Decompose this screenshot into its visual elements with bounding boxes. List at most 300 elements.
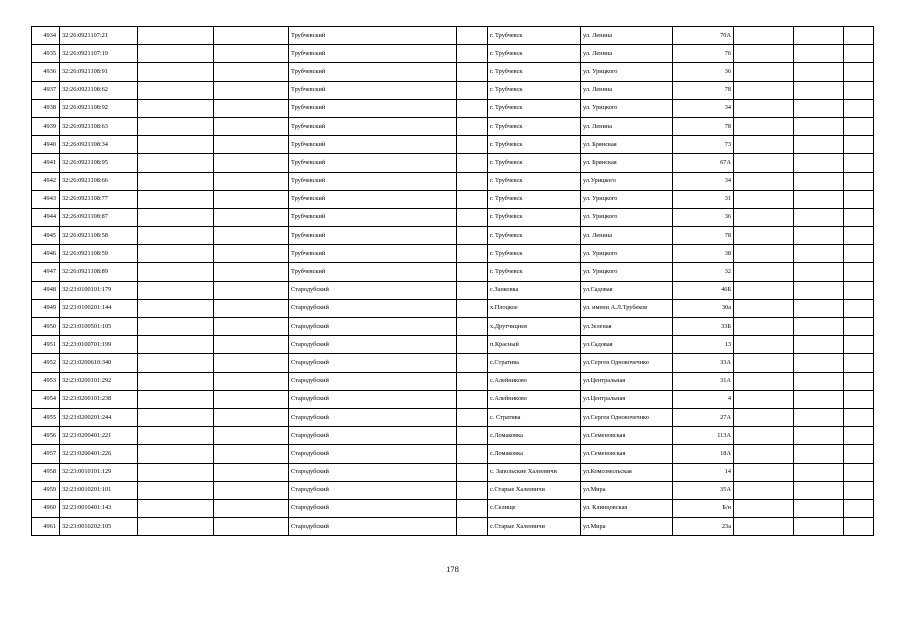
empty-cell-cell [457,408,488,426]
empty-cell-cell [214,281,289,299]
empty-cell-cell [138,81,214,99]
row-number-cell: 4952 [32,354,60,372]
row-number-cell: 4955 [32,408,60,426]
table-row [32,227,874,245]
district-cell: Стародубский [289,281,457,299]
row-number-cell: 4940 [32,136,60,154]
district-cell: Трубчевский [289,136,457,154]
empty-cell-cell [214,427,289,445]
empty-cell-cell [794,390,844,408]
empty-cell [844,245,874,263]
empty-cell-cell [794,99,844,117]
empty-cell-cell [138,99,214,117]
cadastral-number-cell: 32:26:0921108:59 [60,245,138,263]
house-number-cell: 30а [673,299,734,317]
empty-cell-cell [457,336,488,354]
table-row [32,154,874,172]
empty-cell-cell [734,136,794,154]
locality-cell: г. Трубчевск [488,45,581,63]
empty-cell-cell [734,372,794,390]
district-cell: Стародубский [289,427,457,445]
locality-cell: г. Трубчевск [488,263,581,281]
table-row [32,117,874,135]
empty-cell-cell [214,245,289,263]
empty-cell-cell [138,227,214,245]
row-number-cell: 4954 [32,390,60,408]
empty-cell-cell [138,263,214,281]
empty-cell-cell [734,354,794,372]
cadastral-number-cell: 32:26:0921107:19 [60,45,138,63]
empty-cell-cell [457,445,488,463]
empty-cell-cell [214,499,289,517]
empty-cell-cell [138,63,214,81]
table-row [32,245,874,263]
empty-cell-cell [214,354,289,372]
empty-cell-cell [794,299,844,317]
street-cell: ул.Сергея Одновочечнко [581,354,673,372]
cadastral-number-cell: 32:23:0100701:199 [60,336,138,354]
empty-cell-cell [138,172,214,190]
table-row [32,45,874,63]
locality-cell: с.Стратива [488,354,581,372]
house-number-cell: 70А [673,27,734,45]
locality-cell: г. Трубчевск [488,172,581,190]
house-number-cell: 13 [673,336,734,354]
empty-cell-cell [214,136,289,154]
empty-cell [844,117,874,135]
empty-cell-cell [794,499,844,517]
locality-cell: с.Старые Халеевичи [488,481,581,499]
house-number-cell: 27А [673,408,734,426]
empty-cell-cell [214,445,289,463]
house-number-cell: 31 [673,190,734,208]
street-cell: ул.Центральная [581,390,673,408]
empty-cell [844,263,874,281]
district-cell: Стародубский [289,481,457,499]
row-number-cell: 4949 [32,299,60,317]
house-number-cell: 18А [673,445,734,463]
empty-cell-cell [794,117,844,135]
house-number-cell: 32 [673,263,734,281]
empty-cell-cell [734,63,794,81]
table-row [32,27,874,45]
locality-cell: с.Алейниково [488,372,581,390]
empty-cell-cell [138,208,214,226]
page-number: 178 [446,564,459,574]
empty-cell-cell [734,318,794,336]
table-row [32,63,874,81]
district-cell: Стародубский [289,318,457,336]
house-number-cell: 46Б [673,281,734,299]
row-number-cell: 4958 [32,463,60,481]
street-cell: ул. Ленина [581,27,673,45]
district-cell: Трубчевский [289,190,457,208]
row-number-cell: 4936 [32,63,60,81]
house-number-cell: 78 [673,117,734,135]
empty-cell-cell [734,518,794,536]
empty-cell-cell [138,499,214,517]
street-cell: ул.Семеновская [581,445,673,463]
empty-cell-cell [734,27,794,45]
cadastral-number-cell: 32:23:0200610:340 [60,354,138,372]
locality-cell: с.Ломаковка [488,445,581,463]
row-number-cell: 4956 [32,427,60,445]
locality-cell: с.Селище [488,499,581,517]
empty-cell-cell [734,245,794,263]
cadastral-number-cell: 32:23:0010201:101 [60,481,138,499]
street-cell: ул. Брянская [581,136,673,154]
street-cell: ул.Мира [581,518,673,536]
street-cell: ул.Урицкого [581,172,673,190]
empty-cell-cell [138,390,214,408]
row-number-cell: 4941 [32,154,60,172]
district-cell: Трубчевский [289,27,457,45]
cadastral-number-cell: 32:23:0100101:179 [60,281,138,299]
empty-cell-cell [138,354,214,372]
empty-cell [844,318,874,336]
district-cell: Стародубский [289,463,457,481]
street-cell: ул.Садовая [581,336,673,354]
house-number-cell: 73 [673,136,734,154]
empty-cell-cell [794,245,844,263]
empty-cell-cell [214,463,289,481]
empty-cell-cell [794,481,844,499]
empty-cell-cell [457,354,488,372]
empty-cell-cell [734,299,794,317]
table-row [32,518,874,536]
street-cell: ул. Урицкого [581,245,673,263]
empty-cell-cell [734,390,794,408]
empty-cell-cell [138,27,214,45]
street-cell: ул. Урицкого [581,99,673,117]
empty-cell-cell [794,227,844,245]
empty-cell-cell [734,499,794,517]
empty-cell-cell [457,99,488,117]
house-number-cell: 33Б [673,318,734,336]
house-number-cell: 35А [673,481,734,499]
empty-cell-cell [457,208,488,226]
empty-cell-cell [138,318,214,336]
cadastral-number-cell: 32:26:0921108:89 [60,263,138,281]
row-number-cell: 4961 [32,518,60,536]
empty-cell-cell [794,172,844,190]
street-cell: ул.Семеновская [581,427,673,445]
empty-cell-cell [794,190,844,208]
row-number-cell: 4957 [32,445,60,463]
registry-table [31,26,874,536]
empty-cell-cell [138,117,214,135]
cadastral-number-cell: 32:23:0010101:129 [60,463,138,481]
empty-cell-cell [214,481,289,499]
street-cell: ул.Зеленая [581,318,673,336]
empty-cell-cell [794,136,844,154]
empty-cell-cell [457,427,488,445]
empty-cell-cell [794,518,844,536]
empty-cell-cell [794,427,844,445]
cadastral-number-cell: 32:26:0921107:21 [60,27,138,45]
street-cell: ул.Центральная [581,372,673,390]
house-number-cell: 78 [673,81,734,99]
cadastral-number-cell: 32:26:0921108:34 [60,136,138,154]
empty-cell-cell [138,245,214,263]
empty-cell-cell [214,99,289,117]
empty-cell-cell [457,390,488,408]
empty-cell-cell [138,408,214,426]
empty-cell-cell [794,354,844,372]
empty-cell-cell [138,481,214,499]
empty-cell-cell [794,372,844,390]
locality-cell: г. Трубчевск [488,208,581,226]
district-cell: Стародубский [289,299,457,317]
table-row [32,499,874,517]
house-number-cell: 34 [673,99,734,117]
street-cell: ул. Урицкого [581,263,673,281]
empty-cell [844,81,874,99]
empty-cell-cell [457,463,488,481]
cadastral-number-cell: 32:26:0921108:66 [60,172,138,190]
empty-cell [844,99,874,117]
cadastral-number-cell: 32:23:0200201:244 [60,408,138,426]
empty-cell-cell [457,245,488,263]
row-number-cell: 4948 [32,281,60,299]
street-cell: ул.Сергея Одновочечнко [581,408,673,426]
empty-cell-cell [734,190,794,208]
empty-cell-cell [734,427,794,445]
empty-cell-cell [457,81,488,99]
empty-cell-cell [214,172,289,190]
empty-cell-cell [794,81,844,99]
locality-cell: с. Стратива [488,408,581,426]
locality-cell: с.Алейниково [488,390,581,408]
empty-cell-cell [138,154,214,172]
empty-cell-cell [214,263,289,281]
empty-cell [844,45,874,63]
table-row [32,263,874,281]
district-cell: Стародубский [289,499,457,517]
empty-cell-cell [457,27,488,45]
district-cell: Трубчевский [289,227,457,245]
cadastral-number-cell: 32:26:0921108:77 [60,190,138,208]
cadastral-number-cell: 32:26:0921108:91 [60,63,138,81]
empty-cell-cell [138,299,214,317]
empty-cell-cell [794,408,844,426]
empty-cell-cell [734,117,794,135]
empty-cell-cell [457,117,488,135]
empty-cell [844,281,874,299]
street-cell: ул. Урицкого [581,208,673,226]
empty-cell-cell [457,136,488,154]
district-cell: Стародубский [289,372,457,390]
cadastral-number-cell: 32:23:0100201:144 [60,299,138,317]
cadastral-number-cell: 32:23:0200101:292 [60,372,138,390]
empty-cell [844,354,874,372]
empty-cell-cell [734,445,794,463]
street-cell: ул. имени А.Л.Трубеков [581,299,673,317]
empty-cell-cell [457,263,488,281]
empty-cell-cell [794,263,844,281]
empty-cell-cell [794,45,844,63]
row-number-cell: 4960 [32,499,60,517]
empty-cell-cell [214,390,289,408]
house-number-cell: 34 [673,172,734,190]
empty-cell-cell [457,190,488,208]
empty-cell-cell [734,463,794,481]
district-cell: Трубчевский [289,245,457,263]
locality-cell: г. Трубчевск [488,63,581,81]
district-cell: Трубчевский [289,154,457,172]
cadastral-number-cell: 32:26:0921108:63 [60,117,138,135]
row-number-cell: 4934 [32,27,60,45]
street-cell: ул.Мира [581,481,673,499]
house-number-cell: 23а [673,518,734,536]
table-row [32,281,874,299]
empty-cell-cell [794,318,844,336]
empty-cell-cell [214,372,289,390]
empty-cell-cell [457,281,488,299]
row-number-cell: 4951 [32,336,60,354]
empty-cell-cell [214,336,289,354]
empty-cell-cell [794,445,844,463]
locality-cell: х.Плоцкое [488,299,581,317]
locality-cell: х.Друтчицнея [488,318,581,336]
empty-cell [844,154,874,172]
district-cell: Стародубский [289,336,457,354]
district-cell: Трубчевский [289,63,457,81]
district-cell: Трубчевский [289,81,457,99]
table-row [32,354,874,372]
table-row [32,390,874,408]
empty-cell-cell [138,372,214,390]
empty-cell-cell [138,336,214,354]
empty-cell [844,208,874,226]
empty-cell-cell [214,45,289,63]
table-row [32,408,874,426]
district-cell: Трубчевский [289,208,457,226]
house-number-cell: Б/н [673,499,734,517]
empty-cell-cell [457,154,488,172]
row-number-cell: 4942 [32,172,60,190]
cadastral-number-cell: 32:23:0010401:143 [60,499,138,517]
locality-cell: г. Трубчевск [488,81,581,99]
cadastral-number-cell: 32:26:0921108:87 [60,208,138,226]
cadastral-number-cell: 32:26:0921108:58 [60,227,138,245]
table-row [32,208,874,226]
row-number-cell: 4953 [32,372,60,390]
row-number-cell: 4959 [32,481,60,499]
empty-cell-cell [734,263,794,281]
district-cell: Стародубский [289,445,457,463]
empty-cell-cell [214,299,289,317]
row-number-cell: 4939 [32,117,60,135]
cadastral-number-cell: 32:26:0921108:92 [60,99,138,117]
empty-cell-cell [214,81,289,99]
locality-cell: г. Трубчевск [488,117,581,135]
empty-cell-cell [214,190,289,208]
empty-cell [844,63,874,81]
empty-cell-cell [214,227,289,245]
cadastral-number-cell: 32:23:0200401:221 [60,427,138,445]
empty-cell [844,518,874,536]
empty-cell-cell [734,99,794,117]
empty-cell-cell [138,463,214,481]
empty-cell-cell [138,45,214,63]
table-row [32,445,874,463]
empty-cell-cell [138,281,214,299]
house-number-cell: 78 [673,227,734,245]
cadastral-number-cell: 32:23:0010202:105 [60,518,138,536]
empty-cell-cell [794,208,844,226]
empty-cell-cell [214,154,289,172]
row-number-cell: 4944 [32,208,60,226]
empty-cell-cell [734,281,794,299]
empty-cell-cell [214,408,289,426]
empty-cell-cell [457,318,488,336]
empty-cell-cell [457,518,488,536]
empty-cell-cell [214,208,289,226]
street-cell: ул. Брянская [581,154,673,172]
row-number-cell: 4946 [32,245,60,263]
row-number-cell: 4935 [32,45,60,63]
table-row [32,481,874,499]
empty-cell-cell [138,427,214,445]
house-number-cell: 76 [673,45,734,63]
empty-cell-cell [214,518,289,536]
row-number-cell: 4937 [32,81,60,99]
empty-cell-cell [794,63,844,81]
empty-cell-cell [214,63,289,81]
house-number-cell: 38 [673,245,734,263]
locality-cell: г. Трубчевск [488,245,581,263]
empty-cell-cell [734,81,794,99]
empty-cell [844,390,874,408]
empty-cell-cell [734,481,794,499]
locality-cell: с. Запольские Халеевичи [488,463,581,481]
row-number-cell: 4943 [32,190,60,208]
empty-cell-cell [734,408,794,426]
empty-cell-cell [214,117,289,135]
empty-cell-cell [794,154,844,172]
empty-cell-cell [794,27,844,45]
empty-cell-cell [214,27,289,45]
street-cell: ул. Ленина [581,45,673,63]
district-cell: Трубчевский [289,45,457,63]
table-row [32,318,874,336]
empty-cell-cell [457,227,488,245]
locality-cell: с.Занковка [488,281,581,299]
street-cell: ул. Ленина [581,81,673,99]
cadastral-number-cell: 32:26:0921108:95 [60,154,138,172]
street-cell: ул. Урицкого [581,190,673,208]
empty-cell-cell [214,318,289,336]
district-cell: Трубчевский [289,99,457,117]
row-number-cell: 4950 [32,318,60,336]
cadastral-number-cell: 32:23:0200101:238 [60,390,138,408]
empty-cell-cell [734,45,794,63]
house-number-cell: 14 [673,463,734,481]
table-row [32,172,874,190]
district-cell: Трубчевский [289,172,457,190]
empty-cell-cell [457,299,488,317]
locality-cell: г. Трубчевск [488,190,581,208]
table-row [32,463,874,481]
empty-cell-cell [138,190,214,208]
empty-cell-cell [734,227,794,245]
house-number-cell: 36 [673,208,734,226]
empty-cell-cell [794,336,844,354]
empty-cell [844,408,874,426]
empty-cell [844,463,874,481]
empty-cell [844,372,874,390]
